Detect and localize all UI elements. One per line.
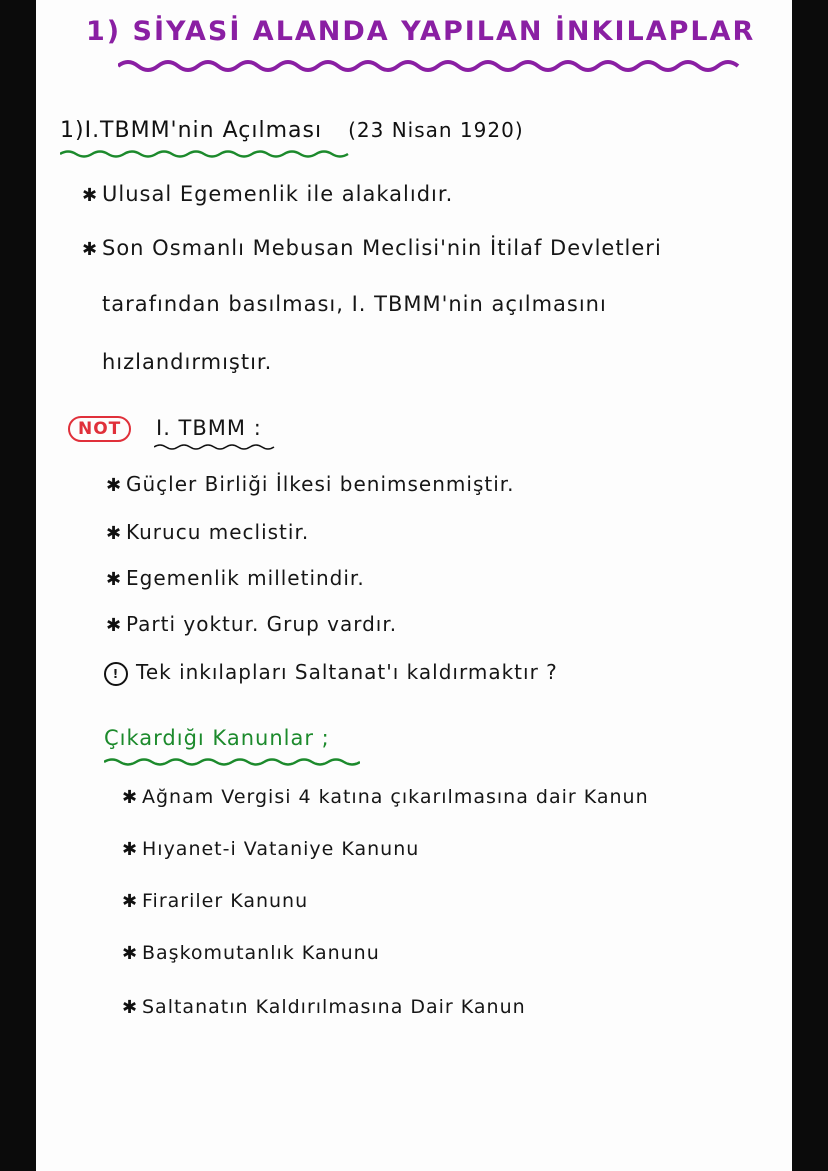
bullet-icon: ✱: [106, 523, 123, 544]
bullet-icon: ✱: [122, 839, 139, 860]
note-bullet: ✱ Güçler Birliği İlkesi benimsenmiştir.: [106, 472, 515, 496]
exclamation-circle-icon: !: [104, 662, 128, 686]
bullet-icon: ✱: [122, 943, 139, 964]
section-underline: [60, 148, 360, 160]
law-item: ✱ Saltanatın Kaldırılmasına Dair Kanun: [122, 996, 526, 1018]
bullet-continuation: tarafından basılması, I. TBMM'nin açılmasını: [102, 292, 607, 316]
bullet-continuation: hızlandırmıştır.: [102, 350, 273, 374]
note-bullet: ✱ Kurucu meclistir.: [106, 520, 310, 544]
bullet-icon: ✱: [106, 615, 123, 636]
note-badge: NOT: [68, 416, 131, 442]
bullet-icon: ✱: [82, 239, 99, 260]
bullet-item: ✱ Ulusal Egemenlik ile alakalıdır.: [82, 182, 454, 206]
note-bullet: ✱ Egemenlik milletindir.: [106, 566, 365, 590]
bullet-icon: ✱: [122, 787, 139, 808]
law-item: ✱ Hıyanet-i Vataniye Kanunu: [122, 838, 420, 860]
law-item: ✱ Başkomutanlık Kanunu: [122, 942, 380, 964]
note-special: ! Tek inkılapları Saltanat'ı kaldırmaktır ?: [104, 660, 558, 686]
bullet-icon: ✱: [122, 997, 139, 1018]
section-heading-text: 1)I.TBMM'nin Açılması: [60, 118, 323, 143]
bullet-icon: ✱: [82, 185, 99, 206]
laws-heading: Çıkardığı Kanunlar ;: [104, 726, 330, 750]
bullet-icon: ✱: [106, 569, 123, 590]
note-underline: [154, 442, 284, 452]
bullet-icon: ✱: [122, 891, 139, 912]
laws-underline: [104, 756, 360, 768]
law-item: ✱ Firariler Kanunu: [122, 890, 309, 912]
title-text: SİYASİ ALANDA YAPILAN İNKILAPLAR: [132, 16, 756, 47]
law-item: ✱ Ağnam Vergisi 4 katına çıkarılmasına dair Kanun: [122, 786, 649, 808]
note-heading: I. TBMM :: [156, 416, 262, 440]
bullet-icon: ✱: [106, 475, 123, 496]
title-number: 1): [86, 16, 122, 47]
section-heading: [60, 118, 524, 143]
title-underline: [118, 54, 748, 76]
bullet-item: ✱ Son Osmanlı Mebusan Meclisi'nin İtilaf Devletleri: [82, 236, 662, 260]
note-bullet: ✱ Parti yoktur. Grup vardır.: [106, 612, 398, 636]
page-title: [86, 16, 755, 47]
section-date: (23 Nisan 1920): [348, 118, 524, 142]
